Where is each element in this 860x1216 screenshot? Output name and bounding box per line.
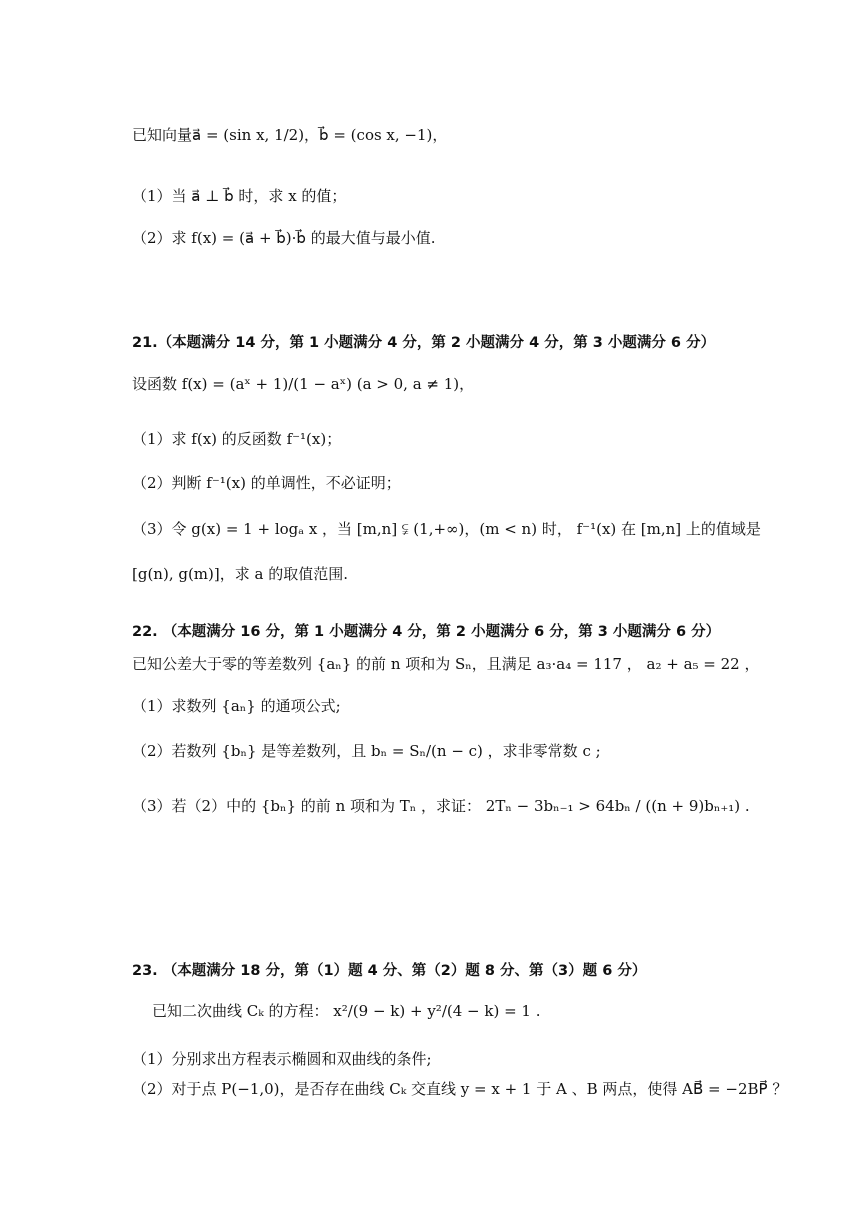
problem22-question3: （3）若（2）中的 {bₙ} 的前 n 项和为 Tₙ ，求证： 2Tₙ − 3bₙ₋₁ > 64bₙ / ((n + 9)bₙ₊₁) . bbox=[132, 797, 750, 815]
problem21-question1: （1）求 f(x) 的反函数 f⁻¹(x)； bbox=[132, 430, 342, 448]
problem21-question3-line1: （3）令 g(x) = 1 + logₐ x ，当 [m,n] ⫋ (1,+∞)，(m < n) 时， f⁻¹(x) 在 [m,n] 上的值域是 bbox=[132, 520, 761, 538]
problem21-heading: 21.（本题满分 14 分，第 1 小题满分 4 分，第 2 小题满分 4 分，第 3 小题满分 6 分） bbox=[132, 335, 716, 351]
problem22-heading: 22. （本题满分 16 分，第 1 小题满分 4 分，第 2 小题满分 6 分，第 3 小题满分 6 分） bbox=[132, 624, 721, 640]
problem23-question1: （1）分别求出方程表示椭圆和双曲线的条件; bbox=[132, 1050, 432, 1068]
problem21-intro: 设函数 f(x) = (aˣ + 1)/(1 − aˣ) (a > 0, a ≠ 1)， bbox=[132, 375, 475, 393]
problem22-question1: （1）求数列 {aₙ} 的通项公式; bbox=[132, 697, 341, 715]
problem21-question2: （2）判断 f⁻¹(x) 的单调性，不必证明； bbox=[132, 474, 401, 492]
problem20-question1: （1）当 a⃗ ⊥ b⃗ 时，求 x 的值； bbox=[132, 187, 347, 205]
problem20-question2: （2）求 f(x) = (a⃗ + b⃗)·b⃗ 的最大值与最小值. bbox=[132, 229, 436, 247]
problem23-question2: （2）对于点 P(−1,0)，是否存在曲线 Cₖ 交直线 y = x + 1 于 A 、B 两点，使得 AB⃗ = −2BP⃗ ？ bbox=[132, 1080, 788, 1098]
problem23-heading: 23. （本题满分 18 分，第（1）题 4 分、第（2）题 8 分、第（3）题 6 分） bbox=[132, 963, 647, 979]
problem22-question2: （2）若数列 {bₙ} 是等差数列，且 bₙ = Sₙ/(n − c) ，求非零常数 c ; bbox=[132, 742, 601, 760]
problem21-question3-line2: [g(n), g(m)]，求 a 的取值范围. bbox=[132, 565, 348, 583]
problem22-intro: 已知公差大于零的等差数列 {aₙ} 的前 n 项和为 Sₙ，且满足 a₃·a₄ = 117 ， a₂ + a₅ = 22 ， bbox=[132, 655, 760, 673]
problem20-intro: 已知向量a⃗ = (sin x, 1/2)，b⃗ = (cos x, −1)， bbox=[132, 126, 448, 144]
problem23-intro: 已知二次曲线 Cₖ 的方程： x²/(9 − k) + y²/(4 − k) = 1 . bbox=[152, 1002, 541, 1020]
